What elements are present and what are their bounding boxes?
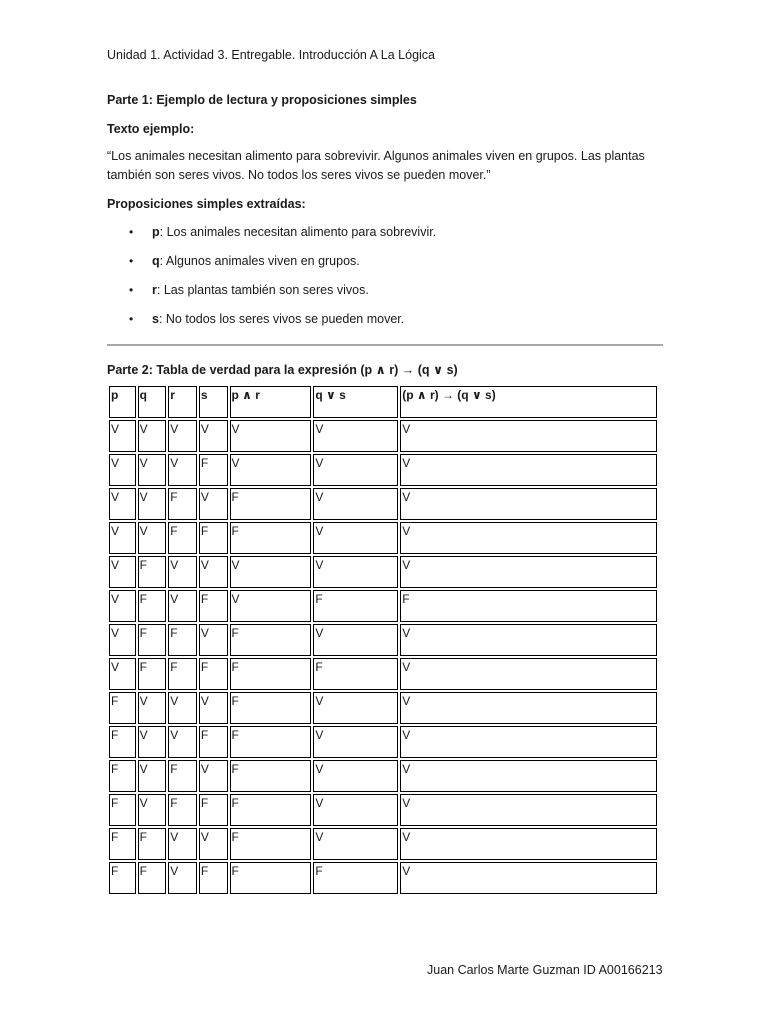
table-row (109, 420, 657, 452)
table-cell: F (168, 794, 197, 826)
table-cell: V (138, 726, 167, 758)
table-cell: F (109, 828, 136, 860)
table-row (109, 862, 657, 894)
footer-author: Juan Carlos Marte Guzman ID A00166213 (427, 963, 663, 977)
proposition-text: : Las plantas también son seres vivos. (156, 283, 369, 297)
bullet: • (129, 312, 134, 326)
table-cell: V (313, 726, 398, 758)
proposition-key: p (152, 225, 160, 239)
table-cell: V (168, 454, 197, 486)
table-cell: F (199, 794, 228, 826)
table-cell: V (313, 624, 398, 656)
table-cell: V (230, 454, 312, 486)
table-cell: V (168, 420, 197, 452)
proposition-key: q (152, 254, 160, 268)
table-row (109, 454, 657, 486)
table-cell: V (313, 454, 398, 486)
table-cell: V (168, 862, 197, 894)
table-cell: V (400, 726, 657, 758)
example-text: “Los animales necesitan alimento para sobrevivir. Algunos animales viven en grupos. Las plantas también son seres vivos. No todos los seres vivos se pueden mover.” (107, 149, 645, 182)
propositions-heading: Proposiciones simples extraídas: (107, 197, 306, 211)
table-cell: V (400, 862, 657, 894)
table-cell: V (109, 522, 136, 554)
header-cell: s (199, 386, 228, 418)
table-cell: F (109, 794, 136, 826)
table-cell: F (138, 658, 167, 690)
table-cell: V (400, 522, 657, 554)
table-cell: F (313, 862, 398, 894)
table-cell: V (138, 794, 167, 826)
table-cell: F (199, 862, 228, 894)
bullet: • (129, 254, 134, 268)
table-cell: F (109, 692, 136, 724)
example-heading: Texto ejemplo: (107, 122, 195, 136)
table-cell: V (168, 726, 197, 758)
table-cell: F (138, 862, 167, 894)
table-cell: F (109, 726, 136, 758)
section-divider (107, 344, 663, 346)
table-cell: F (138, 556, 167, 588)
proposition-text: : No todos los seres vivos se pueden mover. (158, 312, 405, 326)
table-cell: V (199, 760, 228, 792)
header-cell: r (168, 386, 197, 418)
proposition-key: r (152, 283, 157, 297)
table-cell: F (230, 794, 312, 826)
table-cell: F (313, 658, 398, 690)
header-cell: q (138, 386, 167, 418)
table-cell: V (199, 828, 228, 860)
list-item (107, 310, 663, 328)
table-cell: V (199, 624, 228, 656)
header-cell: q ∨ s (313, 386, 398, 418)
table-cell: F (230, 828, 312, 860)
bullet: • (129, 225, 134, 239)
header-cell: p ∧ r (230, 386, 312, 418)
table-cell: F (138, 828, 167, 860)
table-cell: V (230, 420, 312, 452)
bullet: • (129, 283, 134, 297)
table-cell: V (109, 590, 136, 622)
list-item (107, 223, 663, 241)
table-cell: F (199, 522, 228, 554)
table-cell: V (199, 488, 228, 520)
table-cell: V (313, 794, 398, 826)
table-cell: V (138, 760, 167, 792)
table-cell: F (109, 760, 136, 792)
table-cell: V (109, 556, 136, 588)
table-row (109, 692, 657, 724)
table-cell: F (199, 454, 228, 486)
table-cell: V (400, 454, 657, 486)
table-header-row (109, 386, 657, 418)
table-cell: V (313, 692, 398, 724)
table-cell: V (199, 556, 228, 588)
table-cell: F (168, 488, 197, 520)
table-cell: F (138, 590, 167, 622)
table-cell: F (168, 624, 197, 656)
table-row (109, 522, 657, 554)
table-cell: V (168, 828, 197, 860)
table-cell: V (230, 590, 312, 622)
table-row (109, 760, 657, 792)
table-cell: V (138, 488, 167, 520)
table-cell: V (199, 692, 228, 724)
table-cell: V (400, 794, 657, 826)
table-row (109, 624, 657, 656)
table-cell: V (109, 454, 136, 486)
table-cell: F (199, 726, 228, 758)
table-cell: F (168, 522, 197, 554)
table-cell: V (230, 556, 312, 588)
table-cell: V (400, 828, 657, 860)
table-cell: V (400, 556, 657, 588)
table-row (109, 556, 657, 588)
proposition-text: : Los animales necesitan alimento para sobrevivir. (159, 225, 437, 239)
header-cell: (p ∧ r) → (q ∨ s) (400, 386, 657, 418)
table-cell: V (109, 624, 136, 656)
proposition-text: : Algunos animales viven en grupos. (159, 254, 360, 268)
table-cell: V (400, 692, 657, 724)
table-cell: V (109, 658, 136, 690)
table-row (109, 658, 657, 690)
table-cell: V (313, 420, 398, 452)
proposition-key: s (152, 312, 159, 326)
document-page (107, 46, 663, 896)
table-cell: V (109, 488, 136, 520)
table-cell: V (138, 420, 167, 452)
table-row (109, 590, 657, 622)
list-item (107, 252, 663, 270)
table-cell: V (313, 760, 398, 792)
table-row (109, 828, 657, 860)
table-cell: V (400, 420, 657, 452)
table-cell: V (199, 420, 228, 452)
table-row (109, 726, 657, 758)
table-cell: F (109, 862, 136, 894)
table-cell: F (230, 760, 312, 792)
table-cell: F (138, 624, 167, 656)
part2-heading: Parte 2: Tabla de verdad para la expresión (p ∧ r) → (q ∨ s) (107, 363, 458, 377)
table-cell: V (138, 692, 167, 724)
part1-heading: Parte 1: Ejemplo de lectura y proposiciones simples (107, 93, 417, 107)
table-row (109, 488, 657, 520)
table-cell: V (109, 420, 136, 452)
table-cell: V (400, 760, 657, 792)
table-cell: F (313, 590, 398, 622)
table-cell: V (400, 488, 657, 520)
table-cell: F (168, 658, 197, 690)
table-cell: F (230, 658, 312, 690)
table-cell: F (230, 692, 312, 724)
table-cell: F (199, 590, 228, 622)
table-cell: V (138, 454, 167, 486)
table-cell: V (400, 624, 657, 656)
table-cell: V (168, 692, 197, 724)
table-cell: F (230, 624, 312, 656)
table-cell: V (313, 828, 398, 860)
table-row (109, 794, 657, 826)
table-cell: V (400, 658, 657, 690)
table-cell: F (168, 760, 197, 792)
table-cell: V (313, 488, 398, 520)
table-cell: F (230, 488, 312, 520)
table-cell: V (168, 556, 197, 588)
table-cell: V (313, 522, 398, 554)
propositions-list (107, 223, 663, 328)
table-cell: F (400, 590, 657, 622)
table-cell: F (230, 726, 312, 758)
table-cell: F (230, 862, 312, 894)
table-cell: V (138, 522, 167, 554)
table-cell: F (230, 522, 312, 554)
table-cell: V (168, 590, 197, 622)
header-cell: p (109, 386, 136, 418)
table-cell: F (199, 658, 228, 690)
truth-table-body (109, 420, 657, 894)
document-title: Unidad 1. Actividad 3. Entregable. Introducción A La Lógica (107, 48, 436, 62)
truth-table (107, 384, 659, 896)
table-cell: V (313, 556, 398, 588)
list-item (107, 281, 663, 299)
